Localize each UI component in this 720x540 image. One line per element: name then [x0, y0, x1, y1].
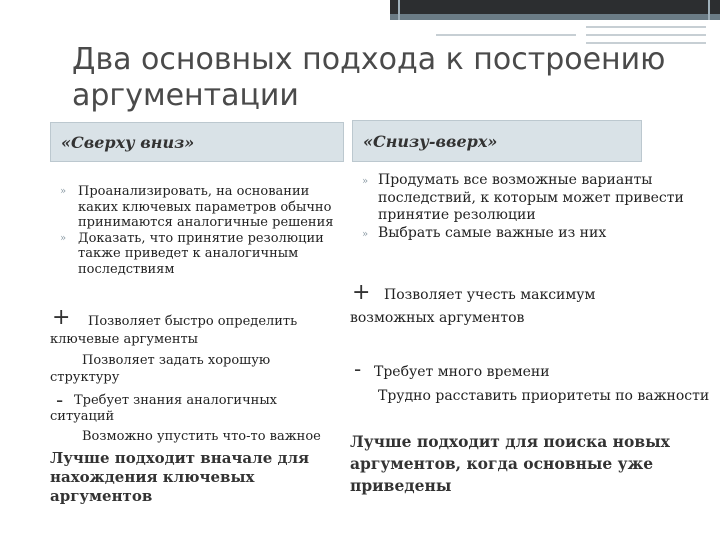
left-plus-icon: + — [52, 305, 71, 330]
bullet-icon: » — [60, 186, 67, 197]
left-bullet-list — [50, 184, 350, 277]
left-minus-icon: - — [56, 388, 64, 412]
list-item: » Выбрать самые важные из них — [350, 225, 700, 243]
left-minus-text-1b: ситуаций — [50, 409, 115, 424]
left-conclusion: Лучше подходит вначале для нахождения ключевых аргументов — [50, 449, 310, 505]
left-plus-text-1a: Позволяет быстро определить — [88, 314, 298, 329]
right-plus-text-b: возможных аргументов — [350, 310, 525, 326]
right-minus-icon: - — [354, 357, 362, 381]
right-minus-text-1: Требует много времени — [374, 364, 550, 380]
right-conclusion: Лучше подходит для поиска новых аргументов, когда основные уже приведены — [350, 432, 670, 495]
right-plus-text-a: Позволяет учесть максимум — [384, 287, 596, 303]
left-plus-text-2a: Позволяет задать хорошую — [82, 353, 271, 368]
bullet-icon: » — [60, 232, 67, 244]
top-decor-bar — [390, 0, 720, 20]
bullet-icon: » — [362, 228, 369, 240]
right-bullet-list — [350, 172, 700, 242]
left-plus-text-1b: ключевые аргументы — [50, 332, 199, 347]
list-item: » Доказать, что принятие резолюции также приведет к аналогичным последствиям — [60, 230, 324, 277]
left-column-header: «Сверху вниз» — [50, 122, 344, 162]
right-plus-icon: + — [352, 280, 371, 305]
left-plus-text-2b: структуру — [50, 370, 120, 385]
list-item: » Проанализировать, на основании каких ключевых параметров обычно принимаются аналогичные решения — [60, 184, 334, 230]
list-item: » Продумать все возможные варианты последствий, к которым может привести принятие резолюции — [362, 172, 684, 223]
page-title: Два основных подхода к построению аргументации — [72, 42, 666, 113]
left-minus-text-2: Возможно упустить что-то важное — [82, 429, 321, 444]
left-minus-text-1a: Требует знания аналогичных — [74, 393, 278, 408]
right-column-header: «Снизу-вверх» — [352, 120, 642, 162]
right-minus-text-2: Трудно расставить приоритеты по важности — [378, 388, 710, 404]
bullet-icon: » — [362, 176, 369, 187]
